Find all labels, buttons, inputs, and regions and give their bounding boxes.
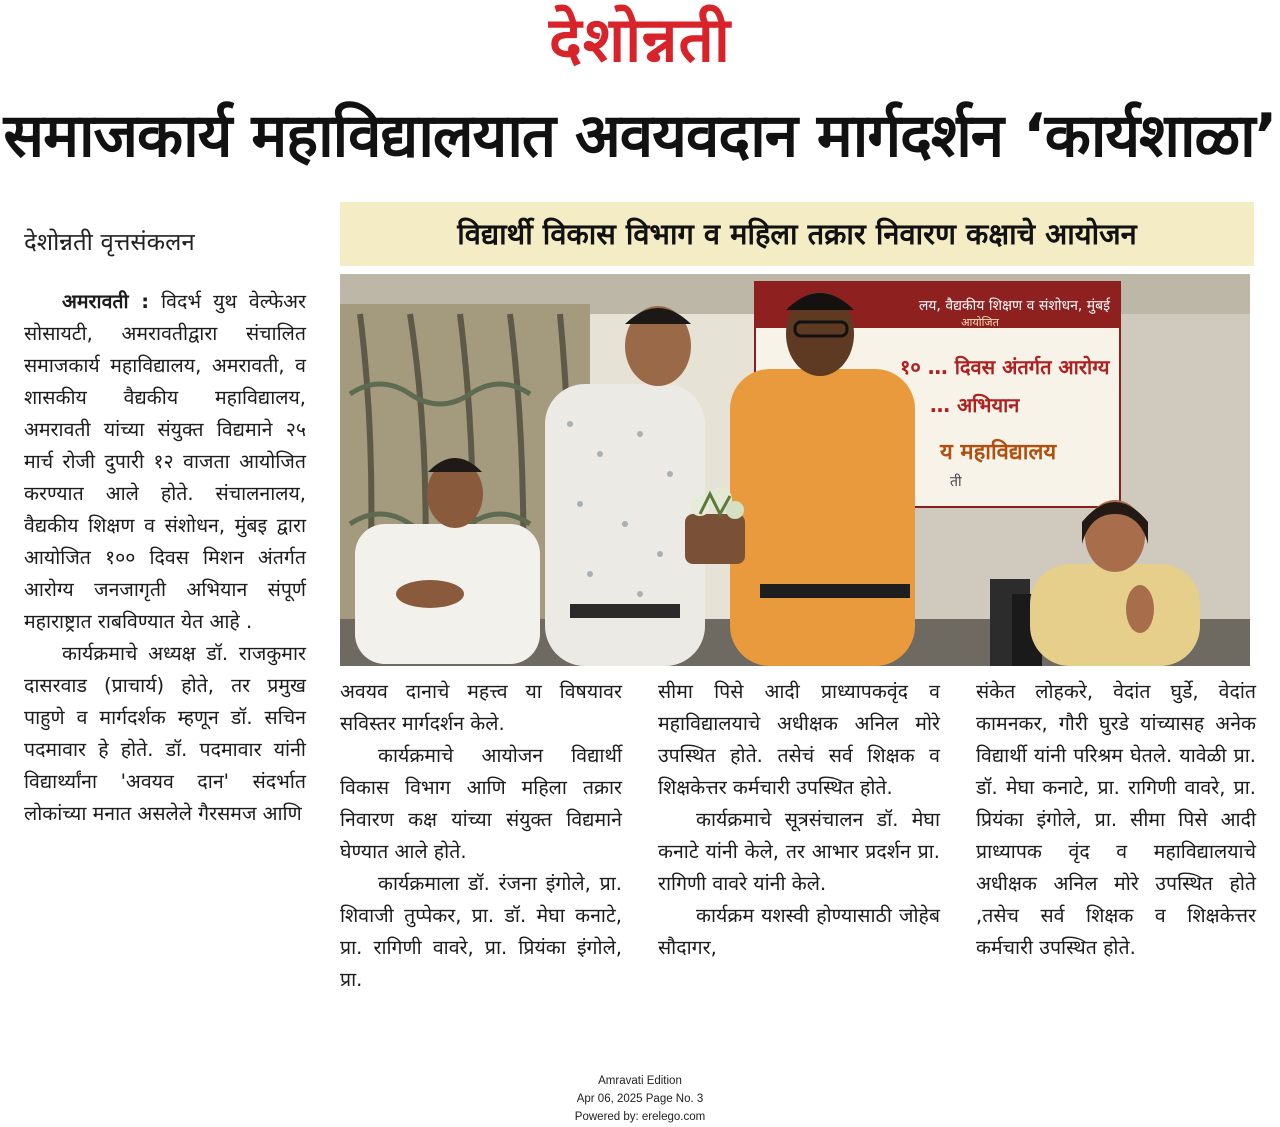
byline: देशोन्नती वृत्तसंकलन bbox=[24, 228, 195, 256]
event-photo bbox=[340, 274, 1250, 666]
svg-text:१० … दिवस अंतर्गत आरोग्य: १० … दिवस अंतर्गत आरोग्य bbox=[900, 355, 1110, 379]
paragraph: कार्यक्रम यशस्वी होण्यासाठी जोहेब सौदागर, bbox=[658, 904, 940, 959]
article-column-2 bbox=[340, 676, 622, 996]
powered-by: Powered by: erelego.com bbox=[574, 1111, 706, 1123]
paragraph: अवयव दानाचे महत्त्व या विषयावर सविस्तर मार्गदर्शन केले. bbox=[340, 680, 622, 735]
svg-text:लय, वैद्यकीय शिक्षण व संशोधन,: लय, वैद्यकीय शिक्षण व संशोधन, मुंबई bbox=[918, 298, 1110, 314]
edition-footer bbox=[440, 1072, 840, 1126]
paragraph: सीमा पिसे आदी प्राध्यापकवृंद व महाविद्यालयाचे अधीक्षक अनिल मोरे उपस्थित होते. तसेचं सर्व शिक्षक व शिक्षकेत्तर कर्मचारी उपस्थित होते. bbox=[658, 680, 940, 799]
svg-text:य महाविद्यालय: य महाविद्यालय bbox=[940, 440, 1057, 465]
newspaper-masthead: देशोन्नती bbox=[549, 3, 731, 76]
svg-text:ती: ती bbox=[950, 474, 962, 490]
paragraph: कार्यक्रमाचे आयोजन विद्यार्थी विकास विभाग आणि महिला तक्रार निवारण कक्ष यांच्या संयुक्त विद्यमाने घेण्यात आले होते. bbox=[340, 744, 622, 863]
paragraph: संकेत लोहकरे, वेदांत घुर्डे, वेदांत कामनकर, गौरी घुरडे यांच्यासह अनेक विद्यार्थी यांनी परिश्रम घेतले. यावेळी प्रा. डॉ. मेघा कनाटे, प्रा. रागिणी वावरे, प्रा. प्रियंका इंगोले, प्रा. सीमा पिसे आदी प्राध्यापक वृंद व महाविद्यालयाचे अधीक्षक अनिल मोरे उपस्थित होते ,तसेच सर्व शिक्षक व शिक्षकेत्तर कर्मचारी उपस्थित होते. bbox=[976, 680, 1256, 959]
paragraph: कार्यक्रमाचे सूत्रसंचालन डॉ. मेघा कनाटे यांनी केले, तर आभार प्रदर्शन प्रा. रागिणी वावरे यांनी केले. bbox=[658, 808, 940, 895]
edition-name: Amravati Edition bbox=[598, 1075, 682, 1087]
paragraph: कार्यक्रमाला डॉ. रंजना इंगोले, प्रा. शिवाजी तुप्पेकर, प्रा. डॉ. मेघा कनाटे, प्रा. रागिणी वावरे, प्रा. प्रियंका इंगोले, प्रा. bbox=[340, 872, 622, 991]
dateline: अमरावती : bbox=[62, 290, 150, 313]
article-column-3 bbox=[658, 676, 940, 964]
article-column-4 bbox=[976, 676, 1256, 964]
svg-text:आयोजित: आयोजित bbox=[961, 316, 999, 329]
svg-text:… अभियान: … अभियान bbox=[930, 393, 1020, 417]
edition-date-page: Apr 06, 2025 Page No. 3 bbox=[576, 1093, 704, 1105]
article-subhead: विद्यार्थी विकास विभाग व महिला तक्रार निवारण कक्षाचे आयोजन bbox=[340, 202, 1254, 266]
paragraph: कार्यक्रमाचे अध्यक्ष डॉ. राजकुमार दासरवाड (प्राचार्य) होते, तर प्रमुख पाहुणे व मार्गदर्शक म्हणून डॉ. सचिन पदमावार हे होते. डॉ. पदमावार यांनी विद्यार्थ्यांना 'अवयव दान' संदर्भात लोकांच्या मनात असलेले गैरसमज आणि bbox=[24, 642, 306, 825]
paragraph: विदर्भ युथ वेल्फेअर सोसायटी, अमरावतीद्वारा संचालित समाजकार्य महाविद्यालय, अमरावती, व शासकीय वैद्यकीय महाविद्यालय, अमरावती यांच्या संयुक्त विद्यमाने २५ मार्च रोजी दुपारी १२ वाजता आयोजित करण्यात आले होते. संचालनालय, वैद्यकीय शिक्षण व संशोधन, मुंबइ द्वारा आयोजित १०० दिवस मिशन अंतर्गत आरोग्य जनजागृती अभियान संपूर्ण महाराष्ट्रात राबविण्यात येत आहे . bbox=[24, 290, 306, 633]
article-column-1 bbox=[24, 286, 306, 830]
article-headline: समाजकार्य महाविद्यालयात अवयवदान मार्गदर्शन ‘कार्यशाळा’ bbox=[3, 101, 1277, 171]
